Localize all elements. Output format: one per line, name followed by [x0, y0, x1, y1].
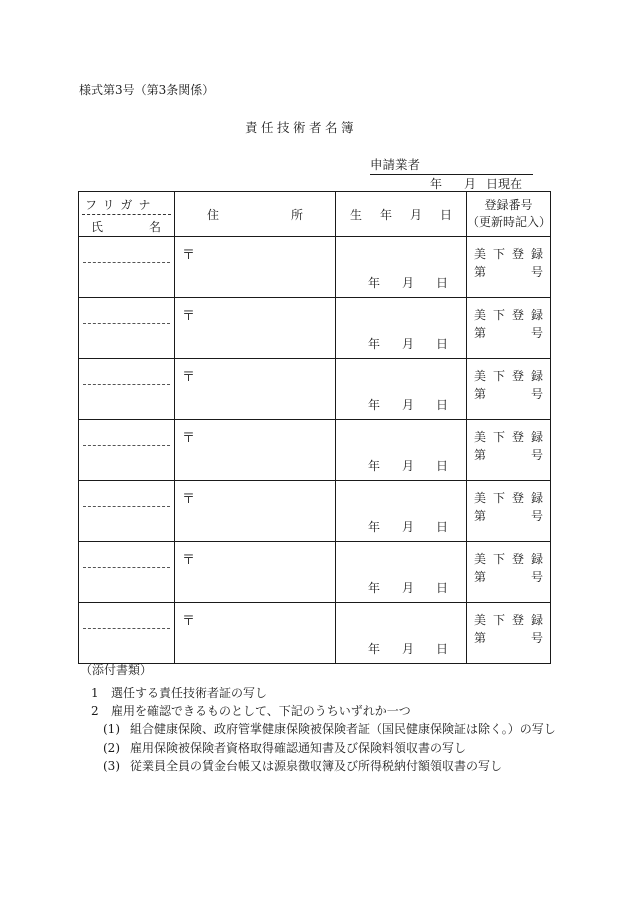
- birthdate-cell[interactable]: [336, 603, 467, 664]
- address-cell[interactable]: [175, 420, 336, 481]
- birth-month-label: 月: [401, 337, 414, 351]
- name-cell[interactable]: [79, 603, 175, 664]
- name-cell[interactable]: [79, 542, 175, 603]
- birth-month-label: 月: [401, 520, 414, 534]
- date-day-present: 日現在: [486, 177, 523, 191]
- table-row: [79, 420, 551, 481]
- attachment-item: 2 雇用を確認できるものとして、下記のうちいずれか一つ: [91, 704, 411, 718]
- birthdate-cell[interactable]: [336, 420, 467, 481]
- header-address: 住 所: [175, 192, 336, 237]
- table-header-row: [79, 192, 551, 237]
- attachment-subitem: (1) 組合健康保険、政府管掌健康保険被保険者証（国民健康保険証は除く。）の写し: [103, 722, 556, 736]
- attachment-subitem: (2) 雇用保険被保険者資格取得確認通知書及び保険料領収書の写し: [103, 741, 467, 755]
- table-row: [79, 603, 551, 664]
- postal-mark: 〒: [182, 309, 196, 324]
- date-month: 月: [464, 177, 477, 191]
- postal-mark: 〒: [182, 614, 196, 629]
- page-title: 責任技術者名簿: [245, 120, 358, 135]
- birth-year-label: 年: [368, 581, 381, 595]
- postal-mark: 〒: [182, 370, 196, 385]
- name-cell[interactable]: [79, 481, 175, 542]
- name-divider: [83, 323, 170, 324]
- registration-prefix: 美 下 登 録: [474, 430, 543, 444]
- address-cell[interactable]: [175, 237, 336, 298]
- address-cell[interactable]: [175, 481, 336, 542]
- table-row: [79, 542, 551, 603]
- table-row: [79, 237, 551, 298]
- birth-day-label: 日: [435, 459, 448, 473]
- name-divider: [83, 567, 170, 568]
- registration-prefix: 美 下 登 録: [474, 613, 543, 627]
- address-cell[interactable]: [175, 359, 336, 420]
- registration-number: 第 号: [474, 387, 543, 401]
- registration-number: 第 号: [474, 509, 543, 523]
- name-cell[interactable]: [79, 298, 175, 359]
- postal-mark: 〒: [182, 248, 196, 263]
- birth-day-label: 日: [435, 337, 448, 351]
- table-row: [79, 298, 551, 359]
- name-divider: [83, 628, 170, 629]
- registration-number: 第 号: [474, 326, 543, 340]
- registration-cell[interactable]: [467, 237, 551, 298]
- header-divider: [82, 214, 171, 215]
- header-full-name: 氏 名: [91, 220, 161, 234]
- birth-day-label: 日: [435, 398, 448, 412]
- postal-mark: 〒: [182, 492, 196, 507]
- address-cell[interactable]: [175, 298, 336, 359]
- registration-number: 第 号: [474, 570, 543, 584]
- name-divider: [83, 262, 170, 263]
- header-birthdate: 生 年 月 日: [336, 192, 467, 237]
- header-furigana: フリガナ: [85, 198, 157, 212]
- postal-mark: 〒: [182, 553, 196, 568]
- registration-cell[interactable]: [467, 359, 551, 420]
- name-divider: [83, 445, 170, 446]
- registration-prefix: 美 下 登 録: [474, 491, 543, 505]
- table-row: [79, 481, 551, 542]
- birth-year-label: 年: [368, 276, 381, 290]
- address-cell[interactable]: [175, 542, 336, 603]
- registration-number: 第 号: [474, 265, 543, 279]
- header-name: [79, 192, 175, 237]
- technician-roster-table: [78, 191, 551, 664]
- name-divider: [83, 506, 170, 507]
- registration-prefix: 美 下 登 録: [474, 247, 543, 261]
- address-cell[interactable]: [175, 603, 336, 664]
- birth-month-label: 月: [401, 642, 414, 656]
- date-year: 年: [430, 177, 443, 191]
- registration-prefix: 美 下 登 録: [474, 369, 543, 383]
- birth-day-label: 日: [435, 520, 448, 534]
- birthdate-cell[interactable]: [336, 542, 467, 603]
- birth-month-label: 月: [401, 459, 414, 473]
- registration-cell[interactable]: [467, 542, 551, 603]
- name-cell[interactable]: [79, 237, 175, 298]
- registration-prefix: 美 下 登 録: [474, 552, 543, 566]
- birthdate-cell[interactable]: [336, 481, 467, 542]
- birth-year-label: 年: [368, 337, 381, 351]
- header-registration: 登録番号 （更新時記入）: [467, 192, 551, 237]
- birthdate-cell[interactable]: [336, 237, 467, 298]
- birth-year-label: 年: [368, 520, 381, 534]
- registration-cell[interactable]: [467, 481, 551, 542]
- birth-year-label: 年: [368, 459, 381, 473]
- postal-mark: 〒: [182, 431, 196, 446]
- birth-day-label: 日: [435, 581, 448, 595]
- registration-cell[interactable]: [467, 603, 551, 664]
- birth-month-label: 月: [401, 276, 414, 290]
- birth-month-label: 月: [401, 398, 414, 412]
- attachment-subitem: (3) 従業員全員の賃金台帳又は源泉徴収簿及び所得税納付額領収書の写し: [103, 759, 503, 773]
- applicant-label: 申請業者: [370, 155, 533, 175]
- form-code: 様式第3号（第3条関係）: [79, 83, 215, 97]
- table-row: [79, 359, 551, 420]
- registration-cell[interactable]: [467, 298, 551, 359]
- registration-cell[interactable]: [467, 420, 551, 481]
- attachment-item: 1 選任する責任技術者証の写し: [91, 686, 268, 700]
- birth-month-label: 月: [401, 581, 414, 595]
- birth-day-label: 日: [435, 642, 448, 656]
- name-cell[interactable]: [79, 359, 175, 420]
- registration-prefix: 美 下 登 録: [474, 308, 543, 322]
- birth-day-label: 日: [435, 276, 448, 290]
- birthdate-cell[interactable]: [336, 298, 467, 359]
- date-line: [430, 175, 522, 192]
- birth-year-label: 年: [368, 398, 381, 412]
- attachments-heading: （添付書類）: [80, 663, 153, 677]
- name-divider: [83, 384, 170, 385]
- birthdate-cell[interactable]: [336, 359, 467, 420]
- registration-number: 第 号: [474, 631, 543, 645]
- registration-number: 第 号: [474, 448, 543, 462]
- name-cell[interactable]: [79, 420, 175, 481]
- birth-year-label: 年: [368, 642, 381, 656]
